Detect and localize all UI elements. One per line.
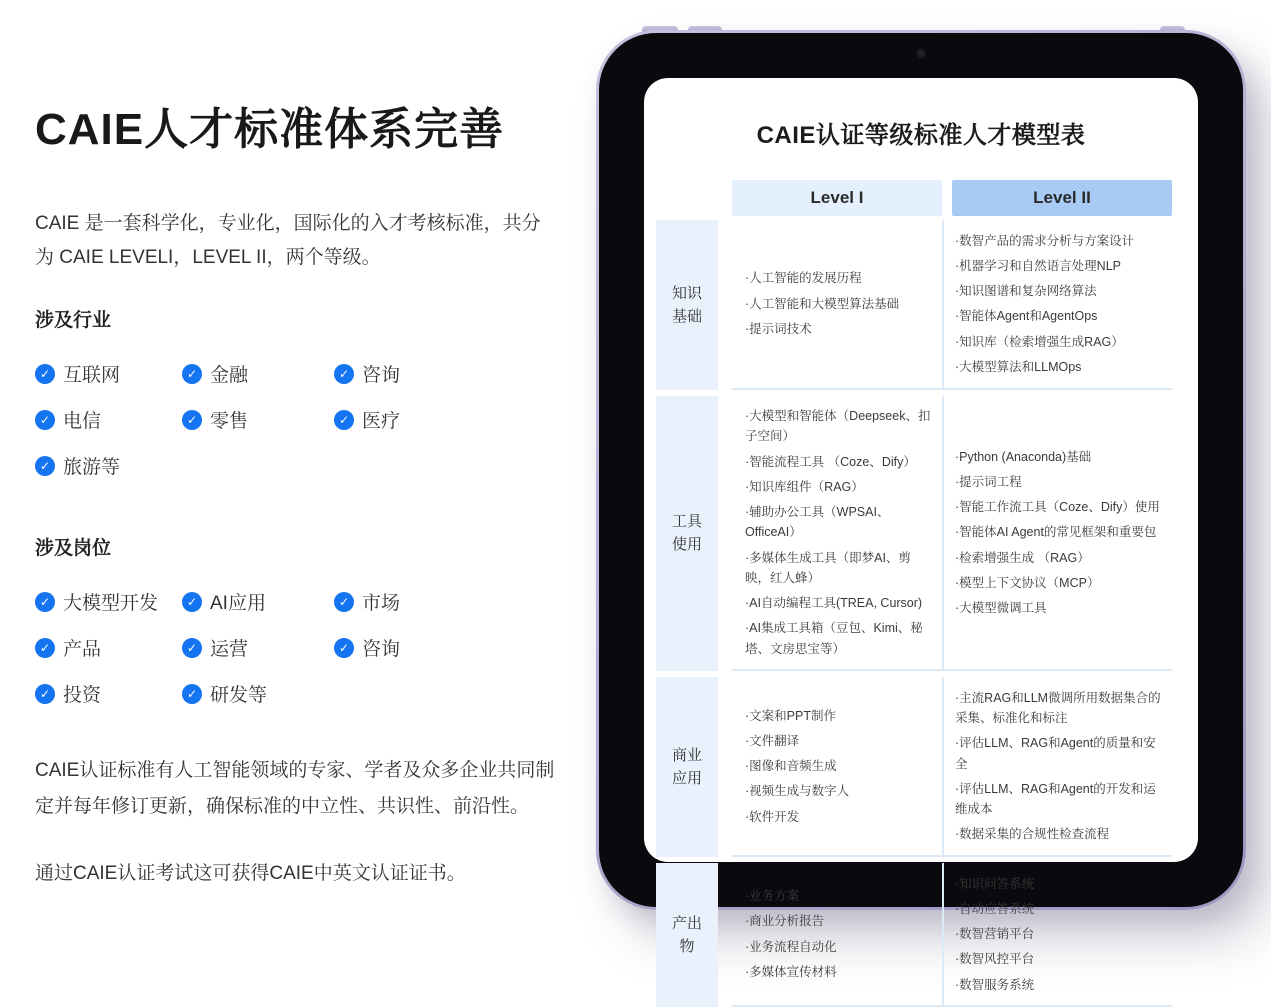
industries-list bbox=[35, 360, 555, 479]
list-item: ✓ AI应用 bbox=[182, 588, 334, 615]
list-item: ·智能工作流工具（Coze、Dify）使用 bbox=[955, 500, 1160, 514]
list-item: ·业务方案 bbox=[745, 889, 800, 904]
certificate-paragraph: 通过CAIE认证考试这可获得CAIE中英文认证证书。 bbox=[35, 862, 466, 884]
list-item: ✓ 互联网 bbox=[35, 360, 182, 387]
row-label: 工具使用 bbox=[656, 396, 718, 672]
list-item: ✓ 研发等 bbox=[182, 680, 334, 707]
list-item: ·数智产品的需求分析与方案设计 bbox=[955, 233, 1135, 248]
list-item: ·检索增强生成 （RAG） bbox=[955, 550, 1090, 565]
row-cells bbox=[732, 863, 1172, 1007]
list-item: ✓ 电信 bbox=[35, 406, 182, 433]
list-item: ✓ 运营 bbox=[182, 634, 334, 661]
list-item: ·提示词工程 bbox=[955, 474, 1022, 489]
list-item: ✓ 旅游等 bbox=[35, 452, 182, 479]
positions-list bbox=[35, 588, 555, 707]
list-item: ·主流RAG和LLM微调所用数据集合的采集、标准化和标注 bbox=[955, 690, 1161, 725]
list-item: ·Python (Anaconda)基础 bbox=[955, 449, 1092, 464]
tablet-frame bbox=[596, 30, 1246, 992]
list-item: ·自动应答系统 bbox=[955, 901, 1035, 916]
table-title: CAIE认证等级标准人才模型表 bbox=[756, 122, 1086, 149]
level2-cell bbox=[942, 220, 1172, 388]
list-item: ·AI自动编程工具(TREA, Cursor) bbox=[745, 596, 923, 610]
table-row bbox=[656, 677, 1172, 857]
list-item: ·软件开发 bbox=[745, 809, 800, 824]
list-item: ✓ 市场 bbox=[334, 588, 555, 615]
list-item: ·大模型算法和LLMOps bbox=[955, 359, 1082, 374]
list-item: ✓ 产品 bbox=[35, 634, 182, 661]
list-item: ✓ 咨询 bbox=[334, 360, 555, 387]
list-item: ·多媒体生成工具（即梦AI、剪映，红人蜂） bbox=[745, 550, 911, 585]
level1-cell bbox=[732, 396, 942, 670]
level1-cell bbox=[732, 863, 942, 1005]
list-item: ✓ 零售 bbox=[182, 406, 334, 433]
list-item: ·文案和PPT制作 bbox=[745, 708, 836, 723]
list-item: ·数智风控平台 bbox=[955, 952, 1035, 967]
list-item: ·大模型微调工具 bbox=[955, 601, 1047, 615]
list-item: ✓ 咨询 bbox=[334, 634, 555, 661]
header-spacer bbox=[656, 180, 718, 216]
level1-cell bbox=[732, 220, 942, 388]
list-item: ·模型上下文协议（MCP） bbox=[955, 575, 1100, 590]
level2-cell bbox=[942, 677, 1172, 855]
list-item: ✓ 医疗 bbox=[334, 406, 555, 433]
row-cells bbox=[732, 220, 1172, 390]
list-item: ·数据采集的合规性检查流程 bbox=[955, 827, 1110, 842]
list-item: ·AI集成工具箱（豆包、Kimi、秘塔、文房思宝等） bbox=[745, 621, 923, 656]
row-label: 产出物 bbox=[656, 863, 718, 1007]
level2-cell bbox=[942, 396, 1172, 670]
list-item: ·业务流程自动化 bbox=[745, 939, 837, 954]
positions-section bbox=[35, 533, 555, 707]
table-header-row bbox=[656, 180, 1172, 216]
intro-paragraph: CAIE 是一套科学化，专业化，国际化的入才考核标准，共分为 CAIE LEVELI，LEVEL II，两个等级。 bbox=[35, 213, 541, 269]
level2-cell bbox=[942, 863, 1172, 1005]
list-item: ·视频生成与数字人 bbox=[745, 784, 850, 799]
row-label: 商业应用 bbox=[656, 677, 718, 857]
tablet-mockup bbox=[596, 30, 1246, 992]
table-row bbox=[656, 396, 1172, 672]
list-item: ·知识问答系统 bbox=[955, 876, 1035, 891]
list-item: ✓ 投资 bbox=[35, 680, 182, 707]
list-item: ·人工智能和大模型算法基础 bbox=[745, 296, 900, 311]
level1-cell bbox=[732, 677, 942, 855]
list-item: ·评估LLM、RAG和Agent的质量和安全 bbox=[955, 736, 1156, 771]
list-item: ✓ 金融 bbox=[182, 360, 334, 387]
list-item: ·提示词技术 bbox=[745, 321, 812, 336]
list-item: ·大模型和智能体（Deepseek、扣子空间） bbox=[745, 409, 931, 444]
list-item: ·数智营销平台 bbox=[955, 927, 1035, 941]
list-item: ·智能流程工具 （Coze、Dify） bbox=[745, 454, 916, 469]
left-panel bbox=[35, 0, 555, 891]
list-item: ·数智服务系统 bbox=[955, 977, 1035, 992]
standards-paragraph: CAIE认证标准有人工智能领域的专家、学者及众多企业共同制定并每年修订更新，确保标准的中立性、共识性、前沿性。 bbox=[35, 760, 555, 817]
row-cells bbox=[732, 396, 1172, 672]
tablet-screen bbox=[644, 78, 1198, 992]
tablet-bezel bbox=[599, 33, 1243, 992]
positions-heading: 涉及岗位 bbox=[35, 538, 112, 560]
list-item: ·辅助办公工具（WPSAI、OfficeAI） bbox=[745, 505, 890, 540]
level2-column-header: Level II bbox=[952, 180, 1172, 216]
list-item: ·图像和音频生成 bbox=[745, 759, 837, 773]
table-row bbox=[656, 863, 1172, 1007]
list-item: ·多媒体宣传材料 bbox=[745, 964, 837, 979]
list-item: ·人工智能的发展历程 bbox=[745, 271, 862, 286]
row-cells bbox=[732, 677, 1172, 857]
list-item: ✓ 大模型开发 bbox=[35, 588, 182, 615]
list-item: ·知识库（检索增强生成RAG） bbox=[955, 334, 1124, 349]
list-item: ·知识库组件（RAG） bbox=[745, 479, 864, 494]
camera-icon bbox=[917, 49, 926, 58]
level-model-table bbox=[656, 180, 1172, 1007]
page-title: CAIE人才标准体系完善 bbox=[35, 105, 505, 154]
industries-section bbox=[35, 305, 555, 479]
row-label: 知识基础 bbox=[656, 220, 718, 390]
industries-heading: 涉及行业 bbox=[35, 310, 112, 332]
list-item: ·智能体Agent和AgentOps bbox=[955, 309, 1098, 324]
list-item: ·知识图谱和复杂网络算法 bbox=[955, 284, 1097, 298]
list-item: ·商业分析报告 bbox=[745, 914, 825, 929]
list-item: ·文件翻译 bbox=[745, 733, 800, 748]
list-item: ·机器学习和自然语言处理NLP bbox=[955, 258, 1121, 273]
table-row bbox=[656, 220, 1172, 390]
list-item: ·智能体AI Agent的常见框架和重要包 bbox=[955, 525, 1157, 540]
level1-column-header: Level I bbox=[732, 180, 942, 216]
list-item: ·评估LLM、RAG和Agent的开发和运维成本 bbox=[955, 781, 1156, 816]
